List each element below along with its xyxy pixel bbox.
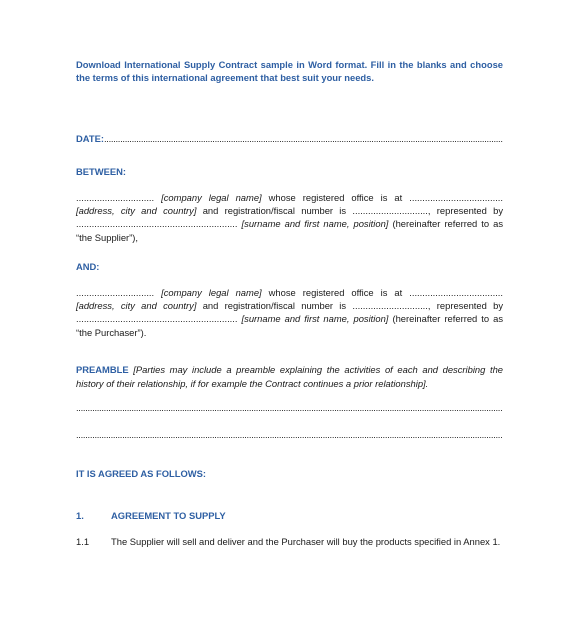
purchaser-hereinafter: (hereinafter [392,313,441,325]
purchaser-company-hint: [company legal name] [161,286,262,298]
preamble-paragraph [76,363,503,390]
preamble-blank-line-1[interactable] [76,401,503,414]
date-blank[interactable] [104,132,503,145]
preamble-hint: [Parties may include a preamble explaining the activities of each and describing the history of their relationship, if for example the Contract continues a prior relationship]. [76,364,504,389]
purchaser-by: by [493,300,504,312]
clause-1-1 [76,535,503,548]
preamble-blank-line-2[interactable] [76,428,503,441]
supplier-representative-blank[interactable]: .............................................................. [76,218,238,230]
supplier-company-blank[interactable]: .............................. [76,191,155,203]
purchaser-represented: represented [436,300,487,312]
supplier-person-hint: [surname and first name, position] [241,218,389,230]
agreed-heading: IT IS AGREED AS FOLLOWS: [76,467,207,479]
purchaser-person-hint: [surname and first name, position] [241,313,389,325]
purchaser-office-text: whose registered office is at [268,286,403,298]
clause-1-1-text: The Supplier will sell and deliver and the Purchaser will buy the products specified in Annex 1. [111,535,501,547]
supplier-office-text: whose registered office is at [268,191,403,203]
purchaser-office-blank[interactable]: .................................... [409,286,504,298]
intro-text: Download International Supply Contract sample in Word format. Fill in the blanks and choose the terms of this international agreement that best suit your needs. [76,59,503,84]
supplier-paragraph [76,191,503,245]
section-1-title: AGREEMENT TO SUPPLY [111,510,226,522]
purchaser-reg-blank[interactable]: ............................., [352,300,431,312]
supplier-hereinafter: (hereinafter [392,218,441,230]
supplier-represented: represented [436,205,487,217]
preamble-heading: PREAMBLE [76,364,129,376]
section-1-number: 1. [76,510,84,522]
and-heading: AND: [76,261,100,273]
purchaser-paragraph [76,286,503,340]
supplier-referred: referred to as “the Supplier”), [76,218,504,243]
date-line [76,132,503,145]
clause-1-1-number: 1.1 [76,535,90,547]
supplier-by: by [493,205,504,217]
purchaser-representative-blank[interactable]: .............................................................. [76,313,238,325]
between-heading: BETWEEN: [76,166,126,178]
supplier-company-hint: [company legal name] [161,191,262,203]
contract-page [76,58,503,548]
section-1-heading [76,509,503,522]
date-label: DATE: [76,132,104,144]
purchaser-address-hint: [address, city and country] [76,300,197,312]
purchaser-reg-text: and registration/fiscal number is [202,300,347,312]
supplier-address-hint: [address, city and country] [76,205,197,217]
preamble-blank-1[interactable] [76,401,503,414]
supplier-reg-text: and registration/fiscal number is [202,205,347,217]
purchaser-company-blank[interactable]: .............................. [76,286,155,298]
purchaser-referred: referred to as “the Purchaser”). [76,313,504,338]
preamble-blank-2[interactable] [76,428,503,441]
supplier-reg-blank[interactable]: ............................., [352,205,431,217]
supplier-office-blank[interactable]: .................................... [409,191,504,203]
